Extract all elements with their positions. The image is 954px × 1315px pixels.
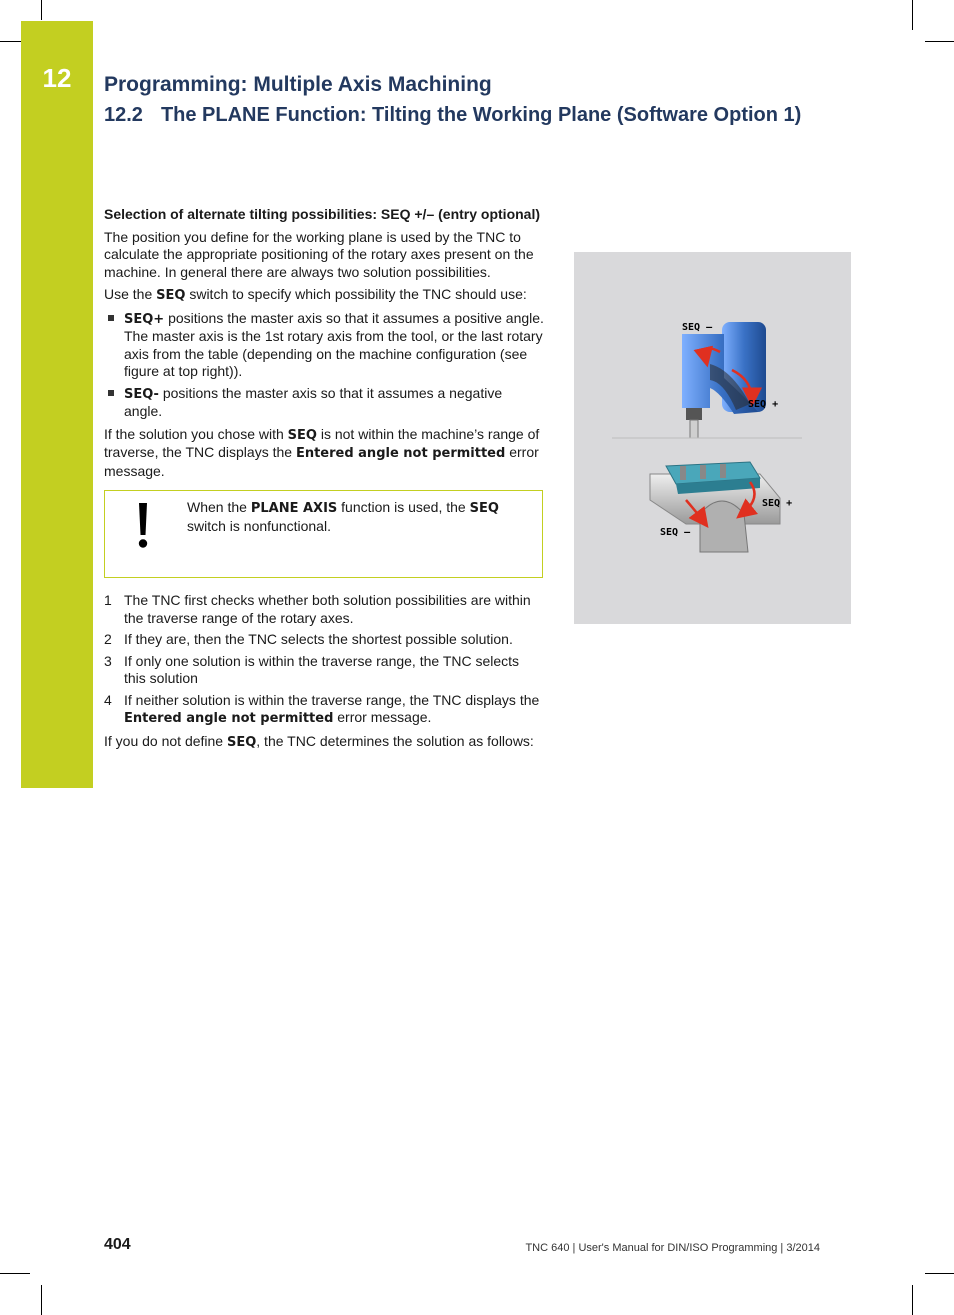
keyword: SEQ+ [124,311,165,327]
label-seq-plus-bottom: SEQ + [762,498,793,509]
chapter-number: 12 [42,63,72,93]
main-content [104,206,544,756]
list-item: 3 If only one solution is within the traverse range, the TNC selects this solution [104,652,520,686]
figure-seq-illustration [574,252,851,624]
bullet-square-icon [108,390,114,396]
keyword: SEQ [469,501,499,516]
keyword: Entered angle not permitted [295,446,506,461]
bullet-list [104,310,544,421]
page-number: 404 [104,1236,131,1253]
solution-paragraph: If the solution you chose with SEQ is not within the machine’s range of traverse, the TNC displays the Entered angle not permitted error message. [104,425,540,479]
keyword: SEQ [287,427,317,443]
use-paragraph: Use the SEQ switch to specify which possibility the TNC should use: [104,286,527,303]
list-item: 1 The TNC first checks whether both solution possibilities are within the traverse range of the rotary axes. [104,592,531,626]
crop-mark [925,41,954,42]
chapter-title: Programming: Multiple Axis Machining [104,73,492,96]
t-slot [680,466,686,480]
subsection-heading: Selection of alternate tilting possibilities: SEQ +/– (entry optional) [104,206,541,222]
closing-paragraph: If you do not define SEQ, the TNC determines the solution as follows: [104,732,534,750]
label-seq-minus-top: SEQ – [682,322,713,333]
section-title-text: The PLANE Function: Tilting the Working Plane (Software Option 1) [160,104,802,126]
intro-paragraph: The position you define for the working plane is used by the TNC to calculate the appropriate positioning of the rotary axes present on the machine. In general there are always two solution possibilities. [104,228,534,280]
exclamation-icon [133,499,153,549]
swivel-head-illustration [682,322,778,438]
chapter-bar [21,21,93,788]
rotary-table-illustration [650,462,792,552]
footer-text: TNC 640 | User's Manual for DIN/ISO Programming | 3/2014 [525,1242,820,1254]
label-seq-minus-bottom: SEQ – [660,527,691,538]
label-seq-plus-top: SEQ + [748,399,779,410]
section-title [104,104,801,127]
section-number: 12.2 [104,104,143,126]
note-box [104,490,543,578]
crop-mark [0,1273,30,1274]
keyword: SEQ [156,288,186,303]
list-item: SEQ- positions the master axis so that it assumes a negative angle. [104,385,544,421]
keyword: SEQ- [124,386,159,402]
t-slot [700,465,706,479]
numbered-list [104,592,544,728]
keyword: PLANE AXIS [250,501,338,516]
list-item: 4 If neither solution is within the traverse range, the TNC displays the Entered angle not permitted error message. [104,691,540,726]
crop-mark [912,1285,913,1315]
note-text: When the PLANE AXIS function is used, the SEQ switch is nonfunctional. [187,499,499,534]
list-item: 2 If they are, then the TNC selects the shortest possible solution. [104,631,513,647]
keyword: SEQ [226,734,257,750]
keyword: Entered angle not permitted [124,711,334,726]
figure-svg [574,252,851,624]
tool-icon [690,420,698,438]
t-slot [720,464,726,478]
bullet-square-icon [108,315,114,321]
crop-mark [41,1285,42,1315]
crop-mark [912,0,913,30]
crop-mark [0,41,21,42]
crop-mark [925,1273,954,1274]
spindle-nose [686,408,702,420]
crop-mark [41,0,42,20]
list-item: SEQ+ positions the master axis so that it assumes a positive angle. The master axis is the 1st rotary axis from the tool, or the last rotary axis from the table (depending on the machine configuration (see figure at top right)). [104,310,544,381]
